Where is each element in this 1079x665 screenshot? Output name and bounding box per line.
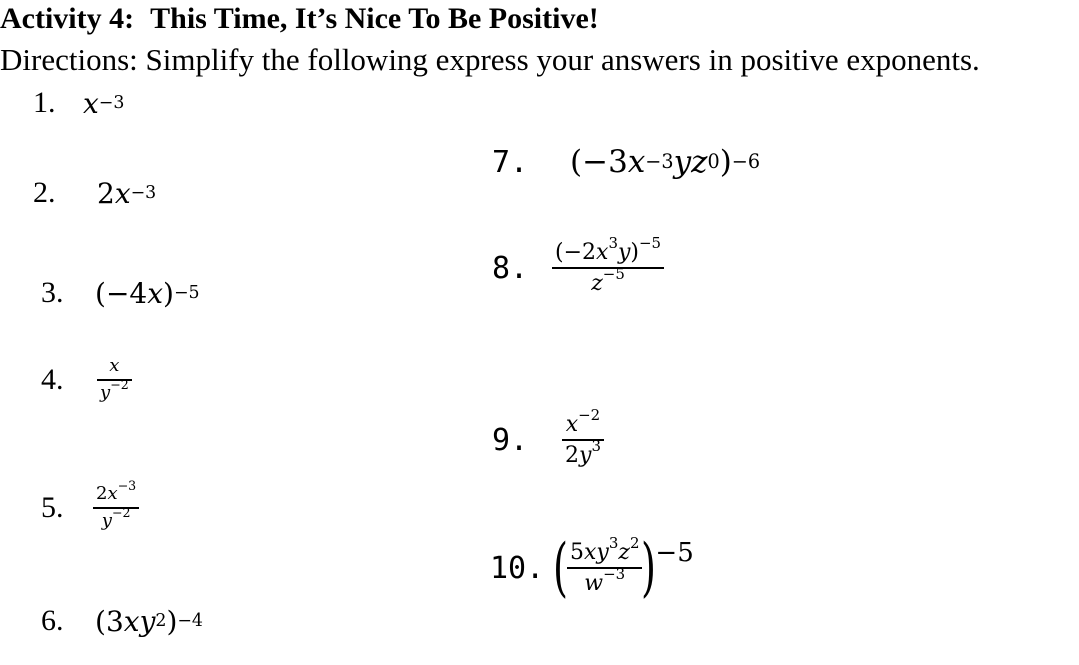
activity-label: Activity 4: <box>0 2 135 35</box>
problem-number: 1. <box>33 86 56 119</box>
numerator: x <box>109 355 120 376</box>
denominator: $z^{-5}$ <box>591 265 625 297</box>
problem-number: 3. <box>41 276 64 309</box>
problem-fraction <box>552 233 664 297</box>
problem-3 <box>41 276 200 310</box>
denominator: $w^{-3}$ <box>584 564 626 596</box>
problem-number: 2. <box>33 176 56 209</box>
denominator: $y^{-2}$ <box>101 504 131 531</box>
problem-number: 4. <box>41 362 64 396</box>
problem-7 <box>492 144 760 180</box>
directions-text: Directions: Simplify the following express your answers in positive exponents. <box>0 42 980 77</box>
problem-4 <box>41 356 132 403</box>
problem-expression: x −3 <box>83 86 125 120</box>
denominator: $y^{-2}$ <box>100 376 129 403</box>
problem-number: 5. <box>41 490 64 524</box>
left-paren: ( <box>552 531 568 605</box>
denominator: $2y^3$ <box>565 437 601 469</box>
problem-expression: ( −3 x −3 y z 0 ) −6 <box>570 144 761 180</box>
problem-2 <box>33 176 156 210</box>
problem-8 <box>492 233 664 297</box>
numerator: $2x^{-3}$ <box>96 478 137 504</box>
problem-fraction <box>562 405 604 469</box>
activity-title <box>0 2 599 36</box>
problem-9 <box>492 405 604 469</box>
activity-name: This Time, It’s Nice To Be Positive! <box>150 2 599 35</box>
numerator: $(-2x^3y)^{-5}$ <box>555 233 662 265</box>
right-paren: ) <box>641 531 657 605</box>
problem-number: 8. <box>492 250 529 286</box>
problem-number: 7. <box>492 144 529 180</box>
problem-expression: ( 3 x y 2 ) −4 <box>95 604 203 638</box>
problem-expression: 2 x −3 <box>97 176 157 210</box>
problem-number: 6. <box>41 604 64 637</box>
problem-expression: ( −4 x ) −5 <box>95 276 200 310</box>
problem-fraction <box>567 533 642 597</box>
numerator: $x^{-2}$ <box>565 405 601 437</box>
numerator: $5xy^3z^2$ <box>569 533 640 565</box>
problem-10 <box>490 531 694 605</box>
problem-fraction <box>93 478 139 531</box>
problem-6 <box>41 604 203 638</box>
problem-5 <box>41 478 139 531</box>
outer-exponent: −5 <box>655 538 694 568</box>
problem-1 <box>33 86 124 120</box>
problem-number: 9. <box>492 422 529 458</box>
problem-number: 10. <box>490 550 545 586</box>
problem-fraction <box>97 356 132 403</box>
